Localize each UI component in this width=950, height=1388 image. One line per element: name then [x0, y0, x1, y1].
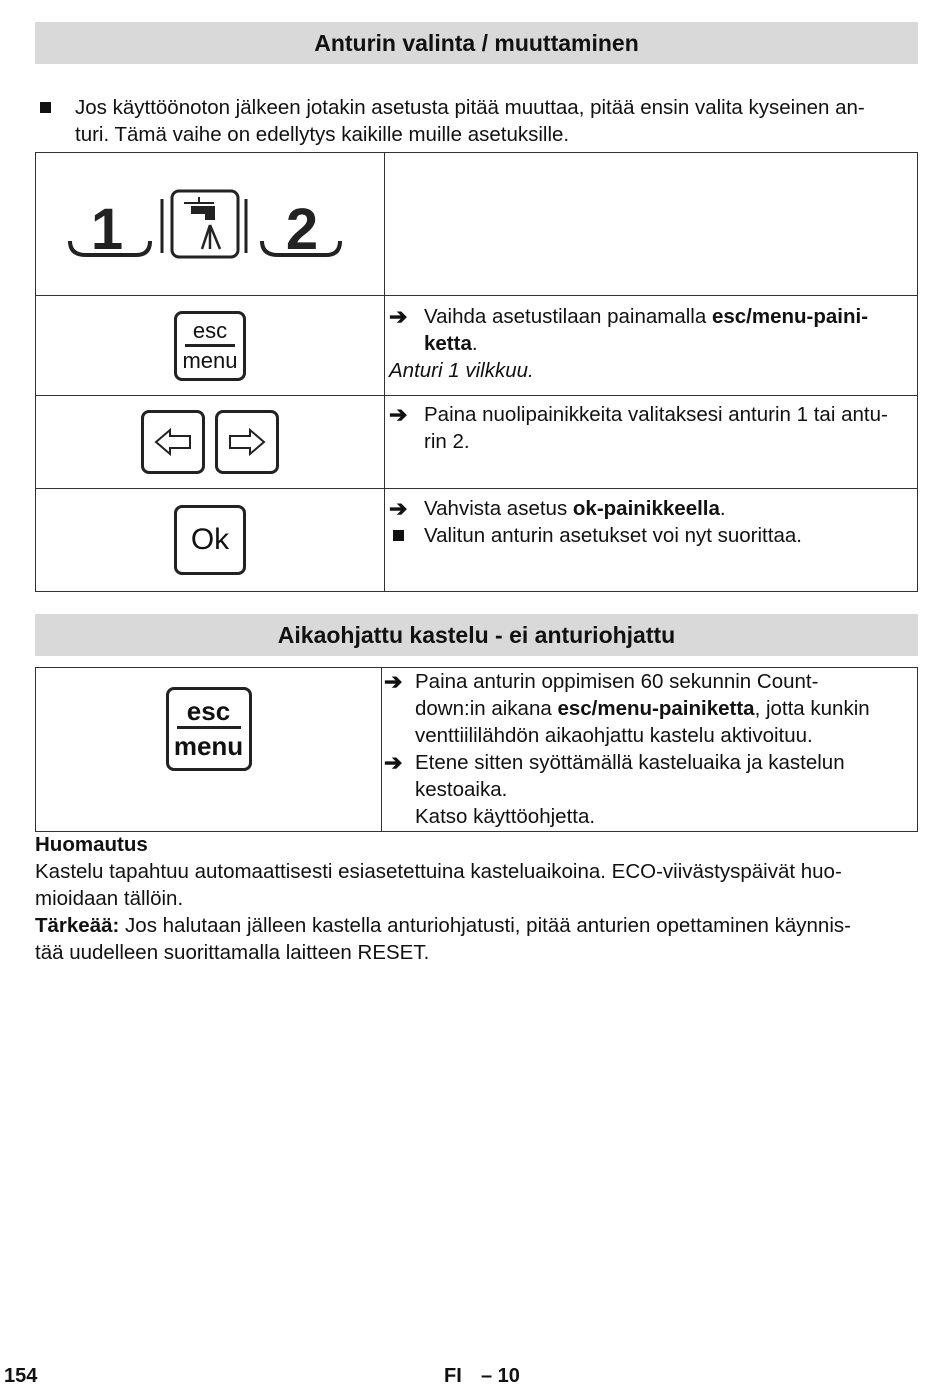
display-description-cell	[385, 153, 918, 296]
sensor-1-label: 1	[90, 197, 124, 262]
ok-key-cell	[36, 489, 385, 592]
timed-step-2-line-3: Katso käyttöohjetta.	[415, 805, 596, 828]
note-block	[35, 831, 915, 966]
esc-menu-key-icon	[174, 311, 246, 381]
note-line-2: mioidaan tällöin.	[35, 887, 184, 910]
menu-key-label: menu	[182, 347, 238, 373]
important-line-1	[35, 912, 915, 939]
ok-step	[385, 495, 917, 522]
esc-step-result: Anturi 1 vilkkuu.	[389, 359, 534, 382]
arrow-left-key-icon	[141, 410, 205, 474]
section-title-timed-irrigation: Aikaohjattu kastelu - ei anturiohjattu	[35, 614, 918, 656]
arrow-keys-instruction-cell	[385, 396, 918, 489]
sensor-2-label: 2	[285, 197, 319, 262]
ok-step-period: .	[719, 497, 726, 520]
faucet-sprinkler-icon	[172, 191, 238, 257]
menu-key-label: menu	[173, 731, 244, 761]
ok-result-text: Valitun anturin asetukset voi nyt suorittaa.	[424, 524, 802, 547]
left-arrow-glyph	[144, 413, 202, 471]
arrow-step-line-1: Paina nuolipainikkeita valitaksesi anturin 1 tai antu-	[424, 403, 888, 426]
esc-menu-instruction-cell	[385, 296, 918, 396]
timed-step-2	[382, 749, 917, 830]
timed-step-1-bold: esc/menu-painiketta	[557, 697, 755, 720]
ok-result	[385, 522, 917, 549]
intro-line-2: turi. Tämä vaihe on edellytys kaikille muille asetuksille.	[75, 123, 570, 146]
bullet-square-icon	[393, 530, 404, 541]
bullet-square-icon	[40, 102, 51, 113]
timed-step-1	[382, 668, 917, 749]
arrow-right-icon: ➔	[389, 304, 408, 329]
display-cell	[36, 153, 385, 296]
important-label: Tärkeää:	[35, 914, 120, 937]
page-number: 154	[4, 1365, 38, 1387]
esc-menu-step	[385, 303, 917, 357]
arrow-keys-cell	[36, 396, 385, 489]
intro-paragraph	[40, 94, 920, 148]
sensor-display-icon	[64, 179, 364, 269]
timed-step-1-line-2a: down:in aikana	[415, 697, 558, 720]
arrow-right-icon: ➔	[389, 402, 408, 427]
arrow-right-icon: ➔	[384, 669, 403, 694]
arrow-right-icon: ➔	[384, 750, 403, 775]
ok-step-text: Vahvista asetus	[424, 497, 573, 520]
timed-irrigation-instruction-cell	[382, 668, 918, 832]
note-heading: Huomautus	[35, 833, 148, 856]
intro-line-1: Jos käyttöönoton jälkeen jotakin asetusta pitää muuttaa, pitää ensin valita kyseinen an-	[75, 96, 865, 119]
timed-step-2-line-2: kestoaika.	[415, 778, 508, 801]
footer-language: FI	[444, 1365, 462, 1387]
timed-step-1-line-3: venttiililähdön aikaohjattu kastelu aktivoituu.	[415, 724, 813, 747]
important-line-2: tää uudelleen suorittamalla laitteen RESET.	[35, 941, 430, 964]
sensor-selection-table	[35, 152, 918, 592]
esc-step-text: Vaihda asetustilaan painamalla	[424, 305, 712, 328]
arrow-right-key-icon	[215, 410, 279, 474]
esc-step-bold-1: esc/menu-paini-	[711, 305, 869, 328]
esc-step-period: .	[471, 332, 478, 355]
important-text-1: Jos halutaan jälleen kastella anturiohjatusti, pitää anturien opettaminen käynnis-	[119, 914, 851, 937]
section-title-sensor-selection: Anturin valinta / muuttaminen	[35, 22, 918, 64]
ok-step-bold: ok-painikkeella	[572, 497, 720, 520]
esc-key-label: esc	[185, 318, 235, 347]
esc-key-label: esc	[177, 696, 241, 729]
ok-instruction-cell	[385, 489, 918, 592]
esc-step-bold-2: ketta	[424, 332, 472, 355]
footer-section-page: – 10	[481, 1365, 520, 1387]
arrow-right-icon: ➔	[389, 496, 408, 521]
note-line-1: Kastelu tapahtuu automaattisesti esiasetettuina kasteluaikoina. ECO-viivästyspäivät huo-	[35, 860, 842, 883]
right-arrow-glyph	[218, 413, 276, 471]
timed-step-2-line-1: Etene sitten syöttämällä kasteluaika ja kastelun	[415, 751, 845, 774]
arrow-step-line-2: rin 2.	[424, 430, 470, 453]
timed-step-1-line-2b: , jotta kunkin	[754, 697, 870, 720]
arrow-keys-step	[385, 401, 917, 455]
esc-menu-key-icon	[166, 687, 252, 771]
ok-key-icon: Ok	[174, 505, 246, 575]
timed-step-1-line-1: Paina anturin oppimisen 60 sekunnin Count-	[415, 670, 819, 693]
esc-menu-key-cell-2	[36, 668, 382, 832]
timed-irrigation-table	[35, 667, 918, 832]
esc-menu-key-cell	[36, 296, 385, 396]
